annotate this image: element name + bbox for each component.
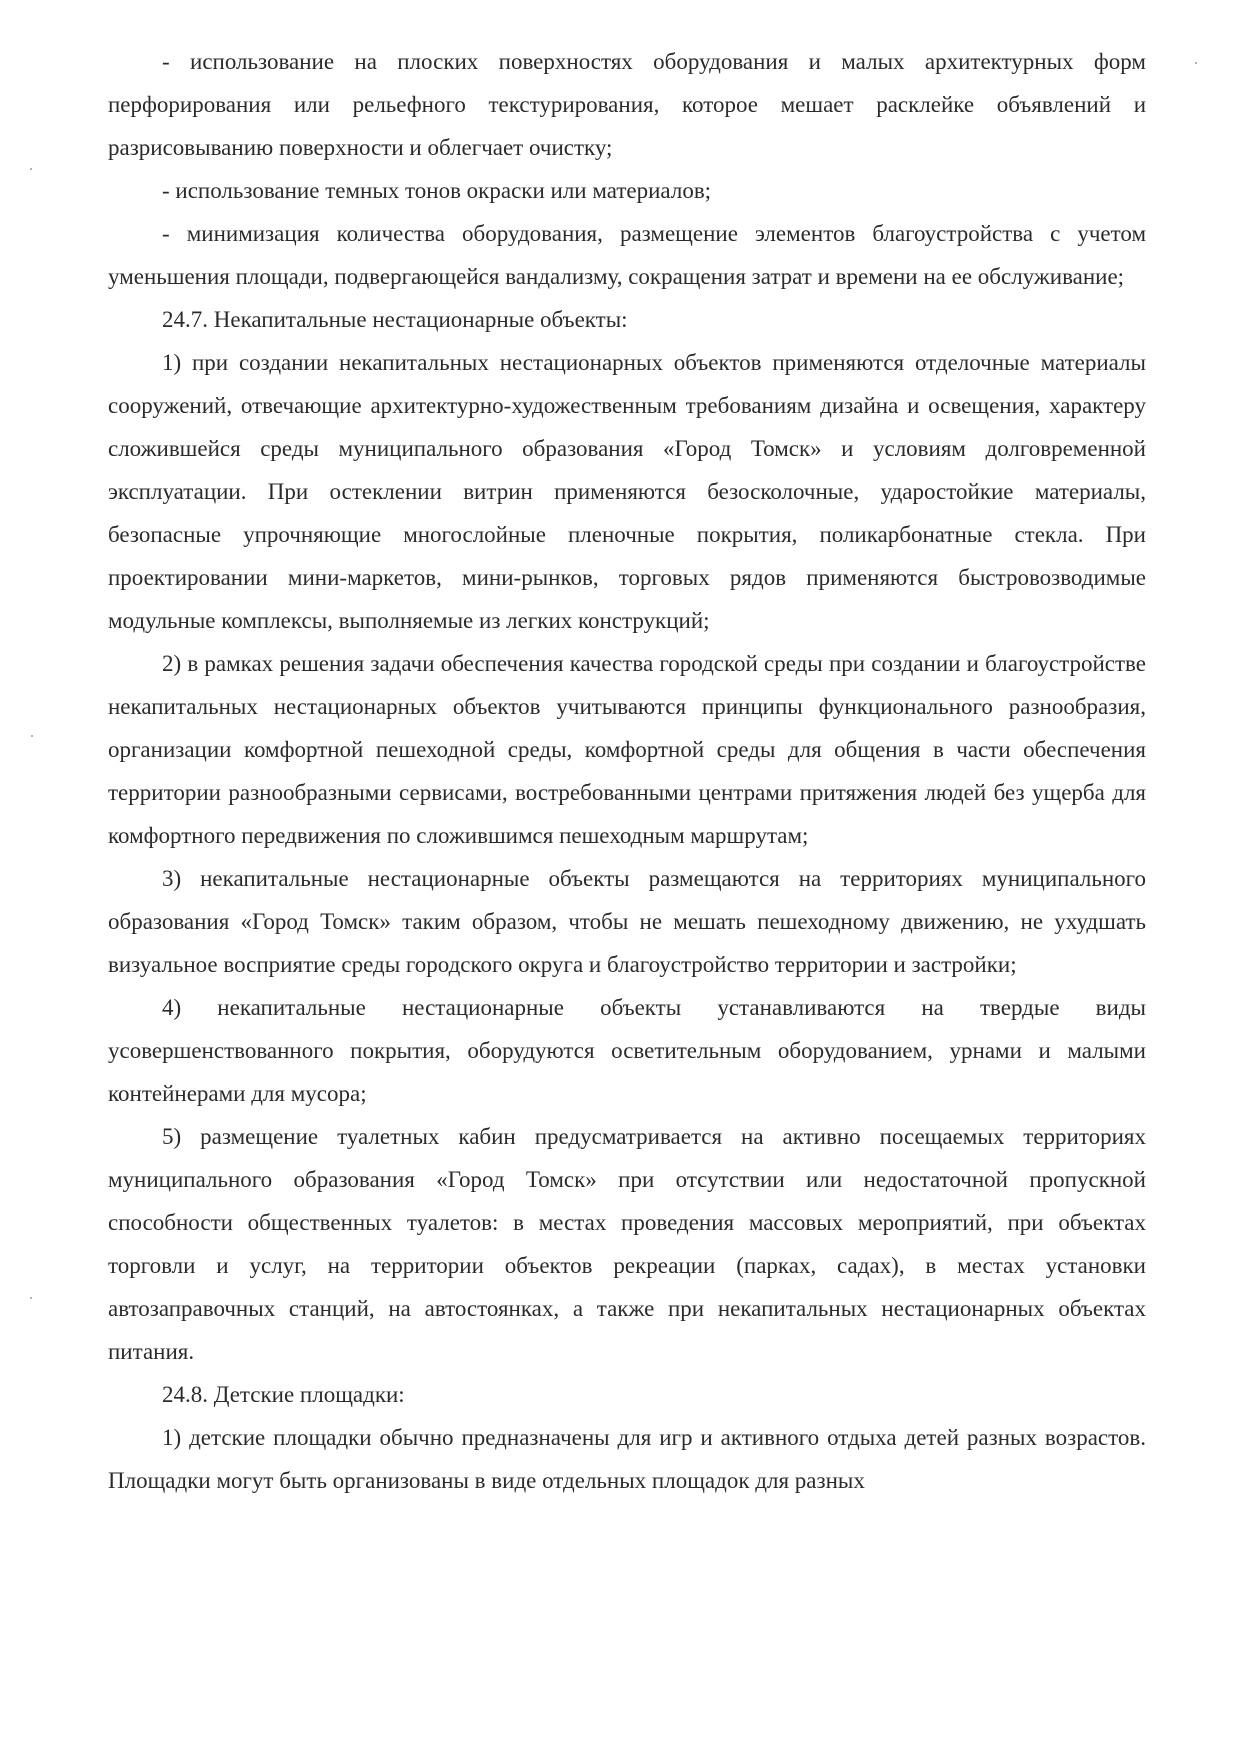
paragraph-vandal-resistant-surfaces: - использование на плоских поверхностях оборудования и малых архитектурных форм перфорирования или рельефного текстурирования, которое мешает расклейке объявлений и разрисовыванию поверхности и облегчает очистку; [108,49,1146,160]
paragraph-minimize-equipment: - минимизация количества оборудования, размещение элементов благоустройства с учетом уменьшения площади, подвергающейся вандализму, сокращения затрат и времени на ее обслуживание; [108,221,1146,289]
paragraph-dark-tones: - использование темных тонов окраски или материалов; [162,178,712,203]
paragraph-24-8-item-1: 1) детские площадки обычно предназначены для игр и активного отдыха детей разных возрастов. Площадки могут быть организованы в виде отдельных площадок для разных [108,1425,1146,1493]
scan-speck [1195,62,1197,64]
section-heading-24-7: 24.7. Некапитальные нестационарные объекты: [162,307,628,332]
paragraph-24-7-item-3: 3) некапитальные нестационарные объекты размещаются на территориях муниципального образования «Город Томск» таким образом, чтобы не мешать пешеходному движению, не ухудшать визуальное восприятие среды городского округа и благоустройство территории и застройки; [108,866,1146,977]
scan-speck [31,735,33,737]
paragraph-24-7-item-4: 4) некапитальные нестационарные объекты устанавливаются на твердые виды усовершенствованного покрытия, оборудуются осветительным оборудованием, урнами и малыми контейнерами для мусора; [108,995,1146,1106]
paragraph-24-7-item-1: 1) при создании некапитальных нестационарных объектов применяются отделочные материалы сооружений, отвечающие архитектурно-художественным требованиям дизайна и освещения, характеру сложившейся среды муниципального образования «Город Томск» и условиям долговременной эксплуатации. При остеклении витрин применяются безосколочные, ударостойкие материалы, безопасные упрочняющие многослойные пленочные покрытия, поликарбонатные стекла. При проектировании мини-маркетов, мини-рынков, торговых рядов применяются быстровозводимые модульные комплексы, выполняемые из легких конструкций; [108,350,1146,633]
paragraph-24-7-item-2: 2) в рамках решения задачи обеспечения качества городской среды при создании и благоустройстве некапитальных нестационарных объектов учитываются принципы функционального разнообразия, организации комфортной пешеходной среды, комфортной среды для общения в части обеспечения территории разнообразными сервисами, востребованными центрами притяжения людей без ущерба для комфортного передвижения по сложившимся пешеходным маршрутам; [108,651,1146,848]
paragraph-24-7-item-5: 5) размещение туалетных кабин предусматривается на активно посещаемых территориях муниципального образования «Город Томск» при отсутствии или недостаточной пропускной способности общественных туалетов: в местах проведения массовых мероприятий, при объектах торговли и услуг, на территории объектов рекреации (парках, садах), в местах установки автозаправочных станций, на автостоянках, а также при некапитальных нестационарных объектах питания. [108,1124,1146,1364]
scan-speck [30,1297,32,1299]
document-body [108,40,1146,1502]
section-heading-24-8: 24.8. Детские площадки: [162,1382,405,1407]
scan-speck [30,168,32,170]
